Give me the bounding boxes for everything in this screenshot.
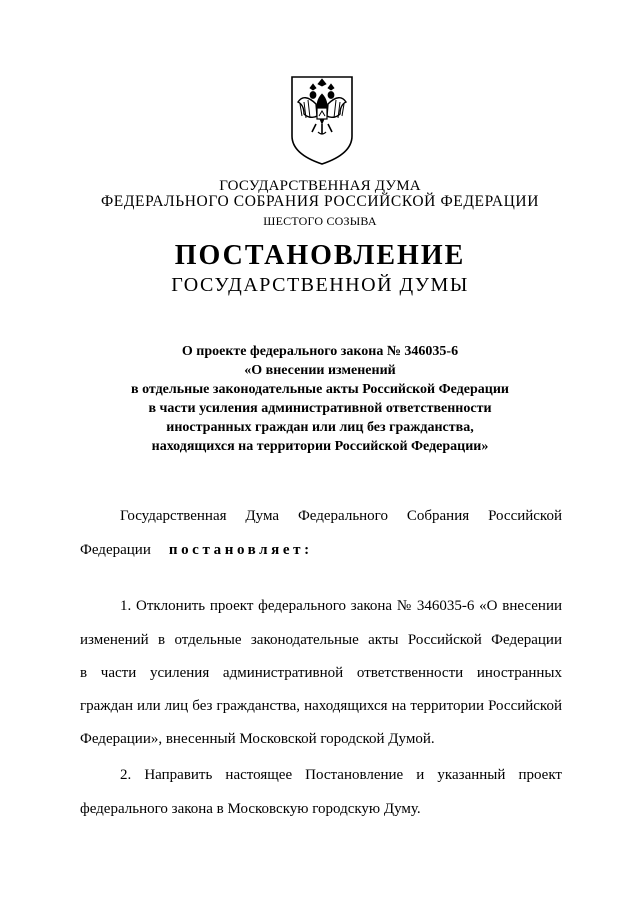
subject-line: «О внесении изменений — [244, 363, 396, 378]
item-2-line: 2. Направить настоящее Постановление и указанный проект — [120, 767, 562, 783]
document-type-title: ПОСТАНОВЛЕНИЕ — [174, 240, 466, 271]
subject-line: О проекте федерального закона № 346035-6 — [181, 344, 459, 359]
header-line-3: ШЕСТОГО СОЗЫВА — [263, 214, 377, 228]
header-line-1: ГОСУДАРСТВЕННАЯ ДУМА — [219, 178, 421, 194]
document-issuer: ГОСУДАРСТВЕННОЙ ДУМЫ — [171, 274, 469, 296]
subject-line: в части усиления административной ответственности — [148, 401, 492, 416]
item-2-line: федерального закона в Московскую городскую Думу. — [80, 801, 421, 817]
item-1-line: граждан или лиц без гражданства, находящихся на территории Российской — [80, 698, 562, 714]
decree-word: постановляет: — [168, 542, 313, 558]
item-1-line: 1. Отклонить проект федерального закона № 346035-6 «О внесении — [120, 598, 562, 614]
item-1-line: в части усиления административной ответственности иностранных — [80, 665, 562, 681]
header-line-2: ФЕДЕРАЛЬНОГО СОБРАНИЯ РОССИЙСКОЙ ФЕДЕРАЦИИ — [100, 193, 540, 210]
russian-coat-of-arms-icon — [288, 74, 356, 166]
subject-line: находящихся на территории Российской Федерации» — [151, 439, 489, 454]
preamble-federation: Федерации — [80, 542, 151, 558]
subject-line: иностранных граждан или лиц без гражданства, — [166, 420, 474, 435]
document-subject — [0, 342, 640, 456]
preamble-line-1: Государственная Дума Федерального Собрания Российской — [120, 508, 562, 524]
preamble-line-2 — [80, 542, 562, 562]
item-1-line: изменений в отдельные законодательные акты Российской Федерации — [80, 632, 562, 648]
item-1-line: Федерации», внесенный Московской городской Думой. — [80, 731, 435, 747]
subject-line: в отдельные законодательные акты Российской Федерации — [131, 382, 509, 397]
